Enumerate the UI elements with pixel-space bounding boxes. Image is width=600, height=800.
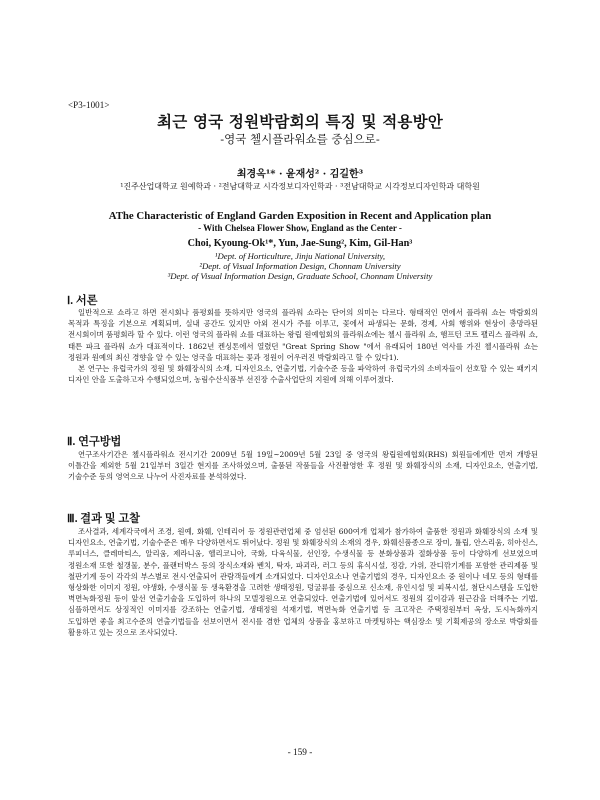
section-2-body xyxy=(68,449,538,483)
section-1-heading: Ⅰ. 서론 xyxy=(67,295,98,307)
korean-title: 최근 영국 정원박람회의 특징 및 적용방안 xyxy=(157,112,443,131)
english-affiliation-1: ¹Dept. of Horticulture, Jinju National University, xyxy=(214,251,386,261)
section-3-paragraph-1: 조사결과, 세계각국에서 조경, 원예, 화훼, 인테리어 등 정원관련업체 중 엄선된 600여개 업체가 참가하여 출품한 정원과 화훼장식의 소재 및 디자인요소, 연출기법, 기술수준은 매우 다양하면서도 뛰어났다. 정원 및 화훼장식의 소재의 경우, 화훼신품종으로 장미, 튤립, 안스리움, 히아신스, 루피너스, 클레마티스, 알리움, 제라니움, 헬리코니아, 국화, 다육식물, 선인장, 수생식물 등 분화상품과 절화상품 등이 다양하게 선보였으며 정원소재 또한 철갱물, 분수, 플랜터박스 등의 장식소재와 벤치, 탁자, 파괴라, 러그 등의 휴식시설, 정감, 가위, 잔디깎기계를 포함한 관리제품 및 철판기계 등이 각각의 부스별로 전시·연출되어 관람객들에게 소개되었다. 디자인요소나 연출기법의 경우, 디자인요소 중 원이나 네모 등의 형태를 형상화한 이미지 정원, 야생화, 수생식물 등 생육환경을 고려한 생태정원, 덩굴류를 중심으로 신소재, 유인시설 및 피복시설, 첨단시스템을 도입한 벽면녹화정원 등이 앞선 연출기술을 도입하여 하나의 모델정원으로 연출되었다. 연출기법에 있어서도 정원의 깊이감과 원근감을 더해주는 기법, 심플하면서도 상징적인 이미지를 강조하는 연출기법, 생태정원 석재기법, 벽면녹화 연출기법 등 크고작은 주택정원부터 옥상, 도시녹화까지 도입하면 좋을 최고수준의 연출기법들을 선보이면서 전시를 겸한 업체의 상품을 홍보하고 마켓팅하는 핵심장소 및 기획제공의 장소로 박람회를 활용하고 있는 것으로 조사되었다. xyxy=(68,527,538,637)
english-affiliations xyxy=(0,251,600,282)
english-affiliation-3: ³Dept. of Visual Information Design, Graduate School, Chonnam University xyxy=(167,271,433,282)
english-authors: Choi, Kyoung-Ok¹*, Yun, Jae-Sung², Kim, Gil-Han³ xyxy=(187,238,413,249)
english-title: AThe Characteristic of England Garden Exposition in Recent and Application plan xyxy=(108,210,492,222)
korean-authors: 최경옥¹* · 윤재성² · 김길한³ xyxy=(236,169,364,180)
section-1-paragraph-2: 본 연구는 유럽국가의 정원 및 화훼장식의 소재, 디자인요소, 연출기법, 기술수준 등을 파악하여 유럽국가의 소비자들이 선호할 수 있는 패키지 디자인 안을 도출하고자 수행되었으며, 농림수산식품부 선진장 수출사업단의 지원에 의해 이루어졌다. xyxy=(68,364,538,385)
section-3-body xyxy=(68,526,538,638)
section-3-heading: Ⅲ. 결과 및 고찰 xyxy=(67,513,140,525)
english-subtitle: - With Chelsea Flower Show, England as the Center - xyxy=(198,223,402,233)
section-1-paragraph-1: 일반적으로 쇼라고 하면 전시회나 품평회를 뜻하지만 영국의 플라워 쇼라는 단어의 의미는 다르다. 형태적인 면에서 플라워 쇼는 박람회의 목적과 특징을 기본으로 계획되며, 실내 공간도 있지만 아외 전시가 주를 이루고, 꽃에서 파생되는 문화, 경제, 사회 행위와 현상이 총망라된 전시회이며 품평회라 할 수 있다. 이런 영국의 플라워 쇼를 대표하는 왕립 원예협회의 플라워쇼에는 첼시 플라워 쇼, 햄프턴 코트 팰리스 플라워 쇼, 태튼 파크 플라워 쇼가 대표적이다. 1862년 켄싱톤에서 열렸던 "Great Spring Show "에서 유래되어 180년 역사를 가진 첼시플라워 쇼는 정원과 원예의 최신 경향을 알 수 있는 영국을 대표하는 꽃과 정원이 어우러진 박람회라고 할 수 있다1). xyxy=(68,308,538,362)
section-2-heading: Ⅱ. 연구방법 xyxy=(67,436,122,448)
page-number: - 159 - xyxy=(287,748,313,758)
korean-subtitle: -영국 첼시플라워쇼를 중심으로- xyxy=(220,132,380,146)
section-2-paragraph-1: 연구조사기간은 첼시플라워쇼 전시기간 2009년 5월 19일~2009년 5월 23일 중 영국의 왕립원예협회(RHS) 회원들에게만 먼저 개방된 이틀간을 제외한 5월 21일부터 3일간 현지를 조사하였으며, 출품된 작품들을 사진촬영한 후 정원 및 화훼장식의 소재, 디자인요소, 연출기법, 기술수준 등의 영역으로 나누어 사진자료를 분석하였다. xyxy=(68,450,538,482)
section-1-body xyxy=(68,307,538,385)
korean-affiliations: ¹진주산업대학교 원예학과 · ²전남대학교 시각정보디자인학과 · ³전남대학교 시각정보디자인학과 대학원 xyxy=(120,182,480,191)
english-affiliation-2: ²Dept. of Visual Information Design, Chonnam University xyxy=(199,261,401,272)
paper-code: <P3-1001> xyxy=(68,100,110,110)
